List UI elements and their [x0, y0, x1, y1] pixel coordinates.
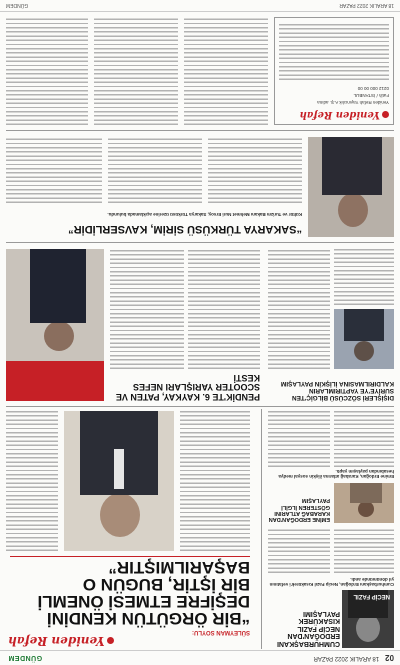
lead-headline: “BİR ÖRGÜTÜN KENDİNİ DEŞİFRE ETMESİ ÖNEMLİ BİR İŞTİR, BUGÜN O BAŞARILMIŞTIR” — [37, 558, 250, 628]
mid-story-text-2 — [268, 411, 330, 467]
masthead-logo: Yeniden Refah — [8, 634, 114, 648]
ministry-photo — [334, 309, 394, 369]
logo-mark-icon — [107, 637, 114, 644]
left-story-text — [334, 527, 394, 573]
page-footer-strip — [0, 0, 400, 12]
footer-section: GÜNDEM — [6, 2, 29, 9]
center-story-text-2 — [110, 249, 184, 369]
issue-date: 18 ARALIK 2022 PAZAR — [313, 655, 380, 661]
bottom-story-deck: Kültür ve Turizm Bakanı Mehmet Nuri Ersoy, Sakarya Türküsü üzerine açıklamada bulundu. — [107, 212, 302, 217]
event-photo — [6, 249, 104, 401]
bottom-story-text — [208, 137, 302, 203]
imprint-address: Fatih / İSTANBUL — [353, 93, 389, 98]
emine-erdogan-photo — [334, 483, 394, 523]
imprint-owner: Yeniden Refah Yayıncılık A.Ş. adına — [317, 100, 389, 105]
ersoy-photo — [308, 137, 394, 237]
center-story-text — [188, 249, 260, 369]
footer-text — [184, 17, 268, 125]
footer-date: 18 ARALIK 2022 PAZAR — [339, 2, 394, 9]
lead-body-text — [180, 411, 250, 551]
ministry-story-text-2 — [334, 249, 394, 305]
bottom-story-headline: “SAKARYA TÜRKÜSÜ SİRİM, KAVSERLİDİR” — [68, 223, 302, 235]
left-story-deck: Cumhurbaşkanı Erdoğan, Necip Fazıl Kısakürek'i vefatının yıl dönümünde andı. — [269, 576, 394, 587]
footer-text-2 — [94, 17, 178, 125]
imprint-box — [274, 17, 394, 125]
imprint-phone: 0212 000 00 00 — [357, 86, 389, 91]
left-story-text-2 — [268, 527, 330, 573]
photo-caption: NECİP FAZIL — [353, 593, 390, 599]
page-number: 02 — [385, 653, 394, 663]
imprint-logo: Yeniden Refah — [279, 109, 389, 120]
left-story-headline: CUMHURBAŞKANI ERDOĞAN'DAN NECİP FAZIL KISAKÜREK PAYLAŞIMI — [277, 609, 340, 647]
center-story-headline: PENDİK'TE 6. KAYKAY, PATEN VE SCOOTER YARIŞLARI NEFES KESTİ — [115, 372, 260, 402]
mid-story-text — [334, 411, 394, 467]
lead-body-text-2 — [6, 411, 58, 551]
ministry-story-headline: DIŞİŞLERİ SÖZCÜSÜ BİLGİÇ'TEN SURİYE'YE YAPTIRIMLARIN KALDIRILMASINA İLİŞKİN PAYLAŞIM — [280, 380, 394, 401]
bottom-story-text-3 — [6, 137, 102, 203]
bottom-story-text-2 — [108, 137, 202, 203]
section-label: GÜNDEM — [8, 654, 43, 662]
footer-text-3 — [6, 17, 88, 125]
necip-fazil-photo — [342, 590, 394, 648]
page-header-strip — [0, 650, 400, 665]
mid-story-headline: EMİNE ERDOĞAN'DAN KARABAĞ ATLARINI GÖSTEREN İLGİLİ PAYLAŞIM — [268, 497, 330, 522]
ministry-story-text — [268, 249, 330, 369]
lead-kicker: SÜLEYMAN SOYLU: — [191, 629, 250, 635]
mid-story-deck: Emine Erdoğan, Karabağ atlarına ilişkin sosyal medya hesabından paylaşım yaptı. — [278, 468, 394, 479]
soylu-photo — [64, 411, 174, 551]
